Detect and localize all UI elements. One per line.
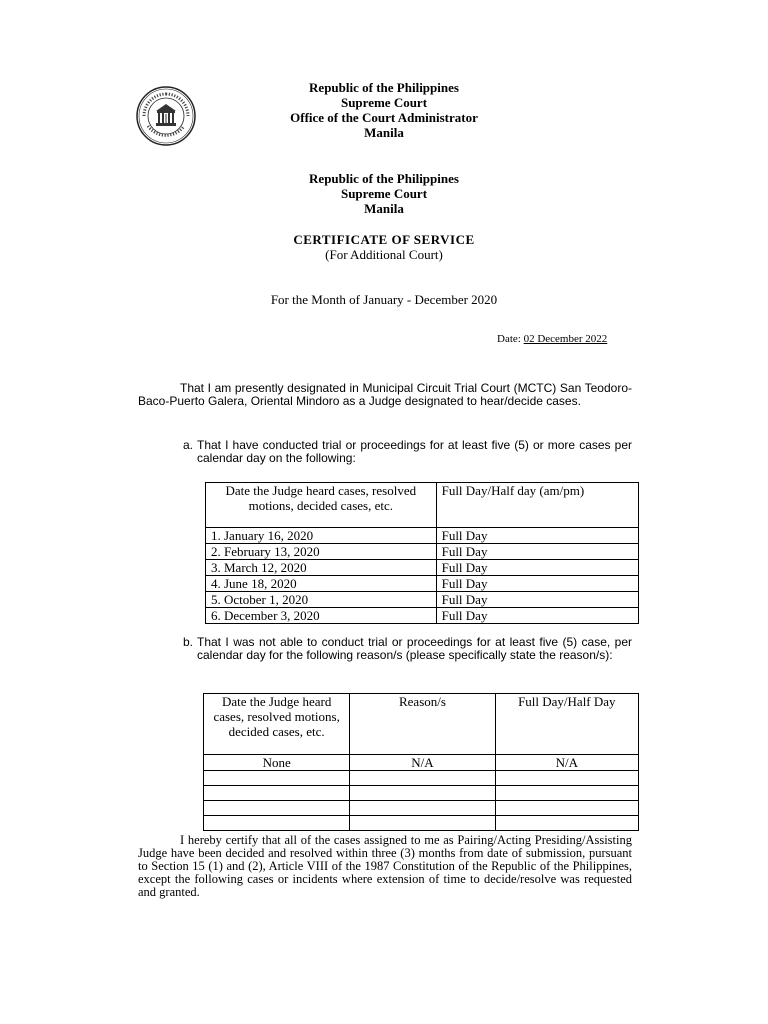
table-b-cell-day <box>495 801 638 816</box>
table-row <box>206 544 639 560</box>
table-row <box>206 528 639 544</box>
table-row <box>206 608 639 624</box>
date-line <box>497 333 607 345</box>
table-a-cell-day: Full Day <box>436 576 638 592</box>
table-a-cell-day: Full Day <box>436 544 638 560</box>
table-a-cell-day: Full Day <box>436 560 638 576</box>
document-title-block <box>0 232 768 262</box>
table-b-cell-day <box>495 771 638 786</box>
table-b-header-row <box>204 694 639 755</box>
table-row <box>206 592 639 608</box>
month-line: For the Month of January - December 2020 <box>270 292 498 307</box>
header-block-2 <box>0 171 768 216</box>
table-b-cell-date <box>204 801 350 816</box>
table-b-cell-date: None <box>204 755 350 771</box>
table-b-cell-reason <box>350 801 495 816</box>
header2-manila: Manila <box>364 201 404 216</box>
table-b-cell-day: N/A <box>495 755 638 771</box>
table-row <box>204 816 639 831</box>
table-a-cell-day: Full Day <box>436 608 638 624</box>
header-oca: Office of the Court Administrator <box>290 110 478 125</box>
table-row <box>206 560 639 576</box>
table-b-cell-reason <box>350 771 495 786</box>
table-a-cell-date: 4. June 18, 2020 <box>206 576 437 592</box>
table-b-cell-date <box>204 816 350 831</box>
item-a-label: a. <box>183 438 194 452</box>
intro-paragraph: That I am presently designated in Municipal Circuit Trial Court (MCTC) San Teodoro-Baco-Puerto Galera, Oriental Mindoro as a Judge designated to hear/decide cases. <box>138 381 632 408</box>
table-b-cell-reason: N/A <box>350 755 495 771</box>
table-row <box>206 576 639 592</box>
table-no-hearing <box>203 693 639 831</box>
header-supreme-court: Supreme Court <box>340 95 428 110</box>
table-b-cell-date <box>204 786 350 801</box>
table-b-cell-reason <box>350 786 495 801</box>
certify-paragraph: I hereby certify that all of the cases assigned to me as Pairing/Acting Presiding/Assisting Judge have been decided and resolved within three (3) months from date of submission, pursuant to Section 15 (1) and (2), Article VIII of the 1987 Constitution of the Republic of the Philippines, except the following cases or incidents where extension of time to decide/resolve was requested and granted. <box>138 833 632 899</box>
table-b-cell-reason <box>350 816 495 831</box>
table-a-cell-date: 1. January 16, 2020 <box>206 528 437 544</box>
item-b-label: b. <box>183 635 194 649</box>
table-b-cell-day <box>495 786 638 801</box>
table-a-cell-date: 3. March 12, 2020 <box>206 560 437 576</box>
table-row <box>204 771 639 786</box>
date-value: 02 December 2022 <box>523 333 608 345</box>
table-b-header-fullday: Full Day/Half Day <box>495 694 638 755</box>
table-b-header-date: Date the Judge heard cases, resolved motions, decided cases, etc. <box>204 694 350 755</box>
table-hearing-days <box>205 482 639 624</box>
table-a-cell-date: 5. October 1, 2020 <box>206 592 437 608</box>
table-a-cell-day: Full Day <box>436 528 638 544</box>
header-block-1 <box>0 80 768 140</box>
table-b-header-reason: Reason/s <box>350 694 495 755</box>
table-a-header-row <box>206 483 639 528</box>
table-row <box>204 786 639 801</box>
table-a-header-date: Date the Judge heard cases, resolved motions, decided cases, etc. <box>206 483 437 528</box>
header-republic: Republic of the Philippines <box>309 80 459 95</box>
table-b-cell-day <box>495 816 638 831</box>
table-b-cell-date <box>204 771 350 786</box>
date-label: Date: <box>497 333 524 345</box>
document-title: CERTIFICATE OF SERVICE <box>293 232 475 247</box>
document-subtitle: (For Additional Court) <box>325 247 443 262</box>
item-a-text: That I have conducted trial or proceedings for at least five (5) or more cases per calendar day on the following: <box>197 438 632 465</box>
table-a-header-fullday: Full Day/Half day (am/pm) <box>436 483 638 528</box>
header2-republic: Republic of the Philippines <box>309 171 459 186</box>
header-manila: Manila <box>364 125 404 140</box>
header2-supreme-court: Supreme Court <box>340 186 428 201</box>
table-row <box>204 755 639 771</box>
table-a-cell-day: Full Day <box>436 592 638 608</box>
item-b <box>183 636 632 662</box>
table-a-cell-date: 6. December 3, 2020 <box>206 608 437 624</box>
item-a <box>183 439 632 465</box>
table-row <box>204 801 639 816</box>
item-b-text: That I was not able to conduct trial or proceedings for at least five (5) case, per calendar day for the following reason/s (please specifically state the reason/s): <box>197 635 632 662</box>
table-a-cell-date: 2. February 13, 2020 <box>206 544 437 560</box>
